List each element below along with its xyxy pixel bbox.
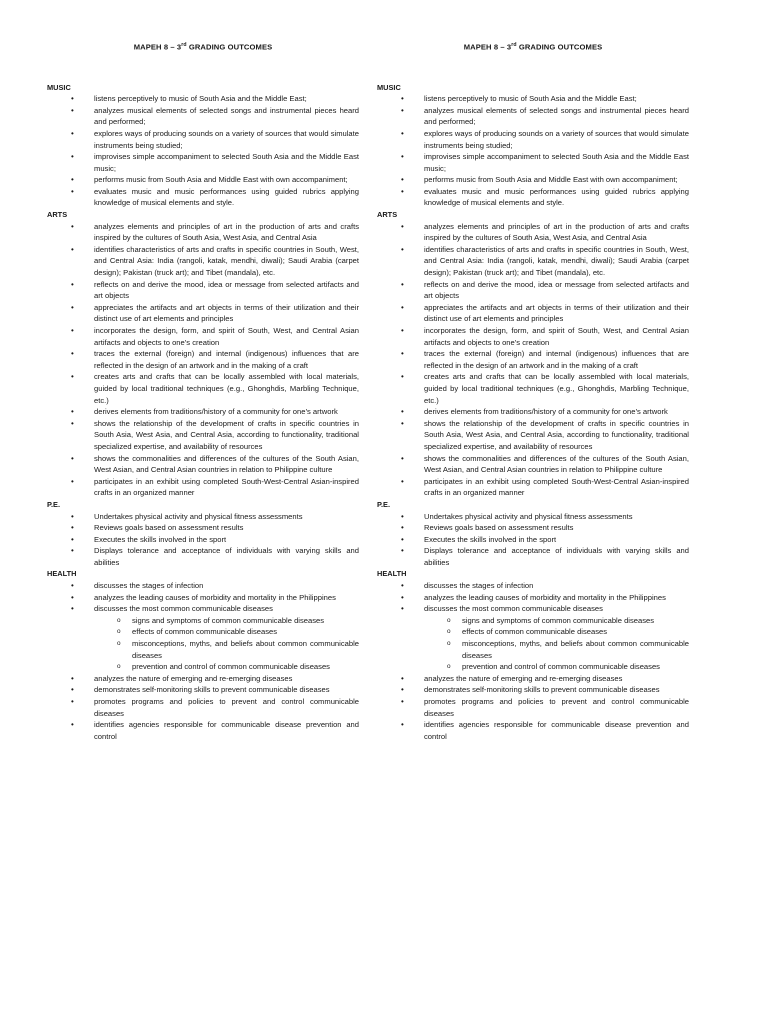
outcome-item	[377, 580, 689, 592]
outcome-text: analyzes the nature of emerging and re-emerging diseases	[94, 673, 293, 683]
outcome-item	[47, 325, 359, 348]
section-arts	[377, 209, 689, 499]
outcome-item	[47, 174, 359, 186]
left-column	[47, 42, 359, 742]
outcome-item	[377, 302, 689, 325]
sub-outcome-item	[377, 626, 689, 638]
outcome-item	[377, 244, 689, 279]
page-title-superscript: rd	[511, 42, 517, 48]
outcome-item	[377, 406, 689, 418]
section-title-pe: P.E.	[47, 499, 61, 509]
outcome-item	[47, 302, 359, 325]
outcome-text: Displays tolerance and acceptance of individuals with varying skills and abilities	[424, 546, 689, 567]
outcome-item	[377, 592, 689, 604]
outcome-text: shows the commonalities and differences of the cultures of the South Asian, West Asian, and Central Asian countries in relation to Philippine culture	[424, 453, 689, 475]
section-music	[377, 82, 689, 210]
outcome-item	[377, 511, 689, 523]
outcome-item	[47, 151, 359, 174]
outcome-text: identifies characteristics of arts and crafts in specific countries in South, West, and Central Asia: India (rangoli, katak, mendhi, diwali); Saudi Arabia (carpet design); Pakistan (truck art); and Tibet (mandala), etc.	[424, 244, 689, 278]
outcome-text: traces the external (foreign) and internal (indigenous) influences that are reflected in the design of an artwork and in the making of a craft	[94, 349, 359, 370]
outcome-text: identifies characteristics of arts and crafts in specific countries in South, West, and Central Asia: India (rangoli, katak, mendhi, diwali); Saudi Arabia (carpet design); Pakistan (truck art); and Tibet (mandala), etc.	[94, 244, 359, 278]
outcome-item	[377, 545, 689, 568]
sub-outcome-text: prevention and control of common communicable diseases	[462, 662, 660, 672]
outcome-text: evaluates music and music performances using guided rubrics applying knowledge of musical elements and style.	[94, 186, 359, 208]
outcome-text: Undertakes physical activity and physical fitness assessments	[424, 511, 633, 521]
outcome-item	[47, 93, 359, 105]
outcome-item	[377, 534, 689, 546]
section-title-music: MUSIC	[377, 82, 401, 92]
section-pe	[47, 499, 359, 569]
outcome-item	[47, 545, 359, 568]
sub-outcome-text: effects of common communicable diseases	[462, 627, 608, 637]
outcome-list	[47, 93, 359, 209]
outcome-item	[47, 603, 359, 615]
sub-outcome-text: misconceptions, myths, and beliefs about common communicable diseases	[462, 639, 689, 660]
outcome-text: discusses the most common communicable diseases	[424, 604, 603, 614]
outcome-text: analyzes musical elements of selected songs and instrumental pieces heard and performed;	[424, 105, 689, 127]
outcome-text: discusses the most common communicable diseases	[94, 604, 273, 614]
outcome-text: analyzes the nature of emerging and re-emerging diseases	[424, 673, 623, 683]
outcome-text: derives elements from traditions/history of a community for one’s artwork	[424, 407, 668, 417]
outcome-text: shows the relationship of the development of crafts in specific countries in South Asia, West Asia, and Central Asia, according to functionality, traditional specialized expertise, and availability of resources	[424, 418, 689, 451]
outcome-item	[377, 325, 689, 348]
sub-outcome-text: misconceptions, myths, and beliefs about common communicable diseases	[132, 639, 359, 660]
sub-outcome-item	[47, 638, 359, 661]
outcome-text: shows the relationship of the development of crafts in specific countries in South Asia, West Asia, and Central Asia, according to functionality, traditional specialized expertise, and availability of resources	[94, 418, 359, 451]
sub-outcome-item	[47, 661, 359, 673]
outcome-item	[47, 279, 359, 302]
outcome-item	[47, 371, 359, 406]
section-arts	[47, 209, 359, 499]
outcome-item	[47, 186, 359, 209]
outcome-list	[47, 221, 359, 499]
page-title	[377, 42, 689, 52]
outcome-item	[377, 522, 689, 534]
page-title	[47, 42, 359, 52]
outcome-text: reflects on and derive the mood, idea or message from selected artifacts and art objects	[424, 279, 689, 301]
page-title-prefix: MAPEH 8 – 3	[463, 42, 512, 52]
outcome-text: derives elements from traditions/history of a community for one’s artwork	[94, 407, 338, 417]
outcome-text: participates in an exhibit using completed South-West-Central Asian-inspired crafts in an organized manner	[424, 476, 689, 498]
outcome-text: reflects on and derive the mood, idea or message from selected artifacts and art objects	[94, 279, 359, 301]
section-title-arts: ARTS	[377, 210, 398, 220]
outcome-item	[377, 673, 689, 685]
section-title-health: HEALTH	[47, 569, 77, 579]
outcome-item	[47, 221, 359, 244]
outcome-text: creates arts and crafts that can be locally assembled with local materials, guided by local traditional techniques (e.g., Ghonghdis, Marbling Technique, etc.)	[424, 372, 689, 405]
outcome-text: improvises simple accompaniment to selected South Asia and the Middle East music;	[94, 152, 359, 173]
outcome-item	[377, 186, 689, 209]
outcome-item	[47, 128, 359, 151]
outcome-item	[377, 151, 689, 174]
outcome-item	[377, 348, 689, 371]
outcome-text: participates in an exhibit using completed South-West-Central Asian-inspired crafts in an organized manner	[94, 476, 359, 498]
sub-outcome-item	[47, 626, 359, 638]
outcome-text: promotes programs and policies to prevent and control communicable diseases	[94, 697, 359, 718]
outcome-item	[377, 221, 689, 244]
sub-outcome-item	[377, 615, 689, 627]
outcome-text: promotes programs and policies to prevent and control communicable diseases	[424, 697, 689, 718]
outcome-item	[377, 371, 689, 406]
outcome-text: performs music from South Asia and Middle East with own accompaniment;	[424, 175, 678, 185]
section-title-arts: ARTS	[47, 210, 68, 220]
outcome-item	[47, 684, 359, 696]
outcome-item	[47, 719, 359, 742]
section-music	[47, 82, 359, 210]
sub-outcome-text: prevention and control of common communicable diseases	[132, 662, 330, 672]
sub-outcome-text: signs and symptoms of common communicable diseases	[462, 615, 655, 625]
outcome-text: identifies agencies responsible for communicable disease prevention and control	[94, 720, 359, 741]
outcome-item	[377, 603, 689, 615]
section-health	[377, 568, 689, 742]
sub-outcome-text: effects of common communicable diseases	[132, 627, 278, 637]
outcome-text: listens perceptively to music of South Asia and the Middle East;	[94, 94, 307, 104]
outcome-text: shows the commonalities and differences of the cultures of the South Asian, West Asian, and Central Asian countries in relation to Philippine culture	[94, 453, 359, 475]
outcome-text: appreciates the artifacts and art objects in terms of their utilization and their distinct use of art elements and principles	[94, 302, 359, 324]
outcome-item	[47, 418, 359, 453]
outcome-item	[47, 511, 359, 523]
outcome-item	[377, 418, 689, 453]
section-title-music: MUSIC	[47, 82, 71, 92]
outcome-text: discusses the stages of infection	[424, 581, 534, 591]
outcome-text: incorporates the design, form, and spirit of South, West, and Central Asian artifacts and objects to one’s creation	[94, 326, 359, 347]
outcome-item	[47, 348, 359, 371]
outcome-item	[47, 580, 359, 592]
sub-outcome-item	[377, 661, 689, 673]
outcome-text: incorporates the design, form, and spirit of South, West, and Central Asian artifacts and objects to one’s creation	[424, 326, 689, 347]
outcome-item	[377, 93, 689, 105]
outcome-text: creates arts and crafts that can be locally assembled with local materials, guided by local traditional techniques (e.g., Ghonghdis, Marbling Technique, etc.)	[94, 372, 359, 405]
outcome-text: demonstrates self-monitoring skills to prevent communicable diseases	[94, 685, 330, 695]
outcome-item	[47, 406, 359, 418]
outcome-item	[377, 279, 689, 302]
outcome-text: analyzes musical elements of selected songs and instrumental pieces heard and performed;	[94, 105, 359, 127]
outcome-text: Displays tolerance and acceptance of individuals with varying skills and abilities	[94, 546, 359, 567]
section-pe	[377, 499, 689, 569]
outcome-text: Reviews goals based on assessment results	[424, 523, 574, 533]
sub-outcome-item	[47, 615, 359, 627]
outcome-text: Reviews goals based on assessment results	[94, 523, 244, 533]
outcome-text: traces the external (foreign) and internal (indigenous) influences that are reflected in the design of an artwork and in the making of a craft	[424, 349, 689, 370]
outcome-text: explores ways of producing sounds on a variety of sources that would simulate instruments being studied;	[94, 128, 359, 150]
section-title-health: HEALTH	[377, 569, 407, 579]
outcome-item	[47, 244, 359, 279]
page-title-suffix: GRADING OUTCOMES	[186, 42, 273, 52]
outcome-text: appreciates the artifacts and art objects in terms of their utilization and their distinct use of art elements and principles	[424, 302, 689, 324]
section-health	[47, 568, 359, 742]
outcome-item	[377, 476, 689, 499]
outcome-item	[47, 105, 359, 128]
outcome-list	[47, 511, 359, 569]
outcome-text: discusses the stages of infection	[94, 581, 204, 591]
outcome-text: evaluates music and music performances using guided rubrics applying knowledge of musical elements and style.	[424, 186, 689, 208]
sub-outcome-text: signs and symptoms of common communicable diseases	[132, 615, 325, 625]
outcome-text: Executes the skills involved in the sport	[94, 534, 227, 544]
outcome-list	[47, 580, 359, 742]
outcome-item	[377, 453, 689, 476]
page-title-superscript: rd	[181, 42, 187, 48]
outcome-item	[377, 684, 689, 696]
outcome-text: analyzes elements and principles of art in the production of arts and crafts inspired by the cultures of South Asia, West Asia, and Central Asia	[94, 221, 359, 243]
outcome-list	[377, 511, 689, 569]
outcome-item	[47, 453, 359, 476]
outcome-item	[47, 476, 359, 499]
page-title-prefix: MAPEH 8 – 3	[133, 42, 182, 52]
outcome-text: explores ways of producing sounds on a variety of sources that would simulate instruments being studied;	[424, 128, 689, 150]
page-title-suffix: GRADING OUTCOMES	[516, 42, 603, 52]
outcome-text: Undertakes physical activity and physical fitness assessments	[94, 511, 303, 521]
outcome-item	[47, 534, 359, 546]
outcome-item	[47, 696, 359, 719]
outcome-text: listens perceptively to music of South Asia and the Middle East;	[424, 94, 637, 104]
outcome-item	[47, 673, 359, 685]
outcome-list	[377, 221, 689, 499]
right-column	[377, 42, 689, 742]
outcome-text: Executes the skills involved in the sport	[424, 534, 557, 544]
outcome-text: performs music from South Asia and Middle East with own accompaniment;	[94, 175, 348, 185]
outcome-item	[377, 105, 689, 128]
outcome-text: analyzes elements and principles of art in the production of arts and crafts inspired by the cultures of South Asia, West Asia, and Central Asia	[424, 221, 689, 243]
outcome-item	[377, 128, 689, 151]
outcome-text: improvises simple accompaniment to selected South Asia and the Middle East music;	[424, 152, 689, 173]
outcome-item	[377, 696, 689, 719]
sub-outcome-list	[47, 615, 359, 673]
outcome-item	[377, 719, 689, 742]
outcome-item	[377, 174, 689, 186]
outcome-text: demonstrates self-monitoring skills to prevent communicable diseases	[424, 685, 660, 695]
sub-outcome-list	[377, 615, 689, 673]
outcome-text: analyzes the leading causes of morbidity and mortality in the Philippines	[94, 592, 336, 602]
outcome-text: identifies agencies responsible for communicable disease prevention and control	[424, 720, 689, 741]
outcome-item	[47, 522, 359, 534]
outcome-text: analyzes the leading causes of morbidity and mortality in the Philippines	[424, 592, 666, 602]
outcome-list	[377, 580, 689, 742]
section-title-pe: P.E.	[377, 499, 391, 509]
outcome-item	[47, 592, 359, 604]
sub-outcome-item	[377, 638, 689, 661]
outcome-list	[377, 93, 689, 209]
